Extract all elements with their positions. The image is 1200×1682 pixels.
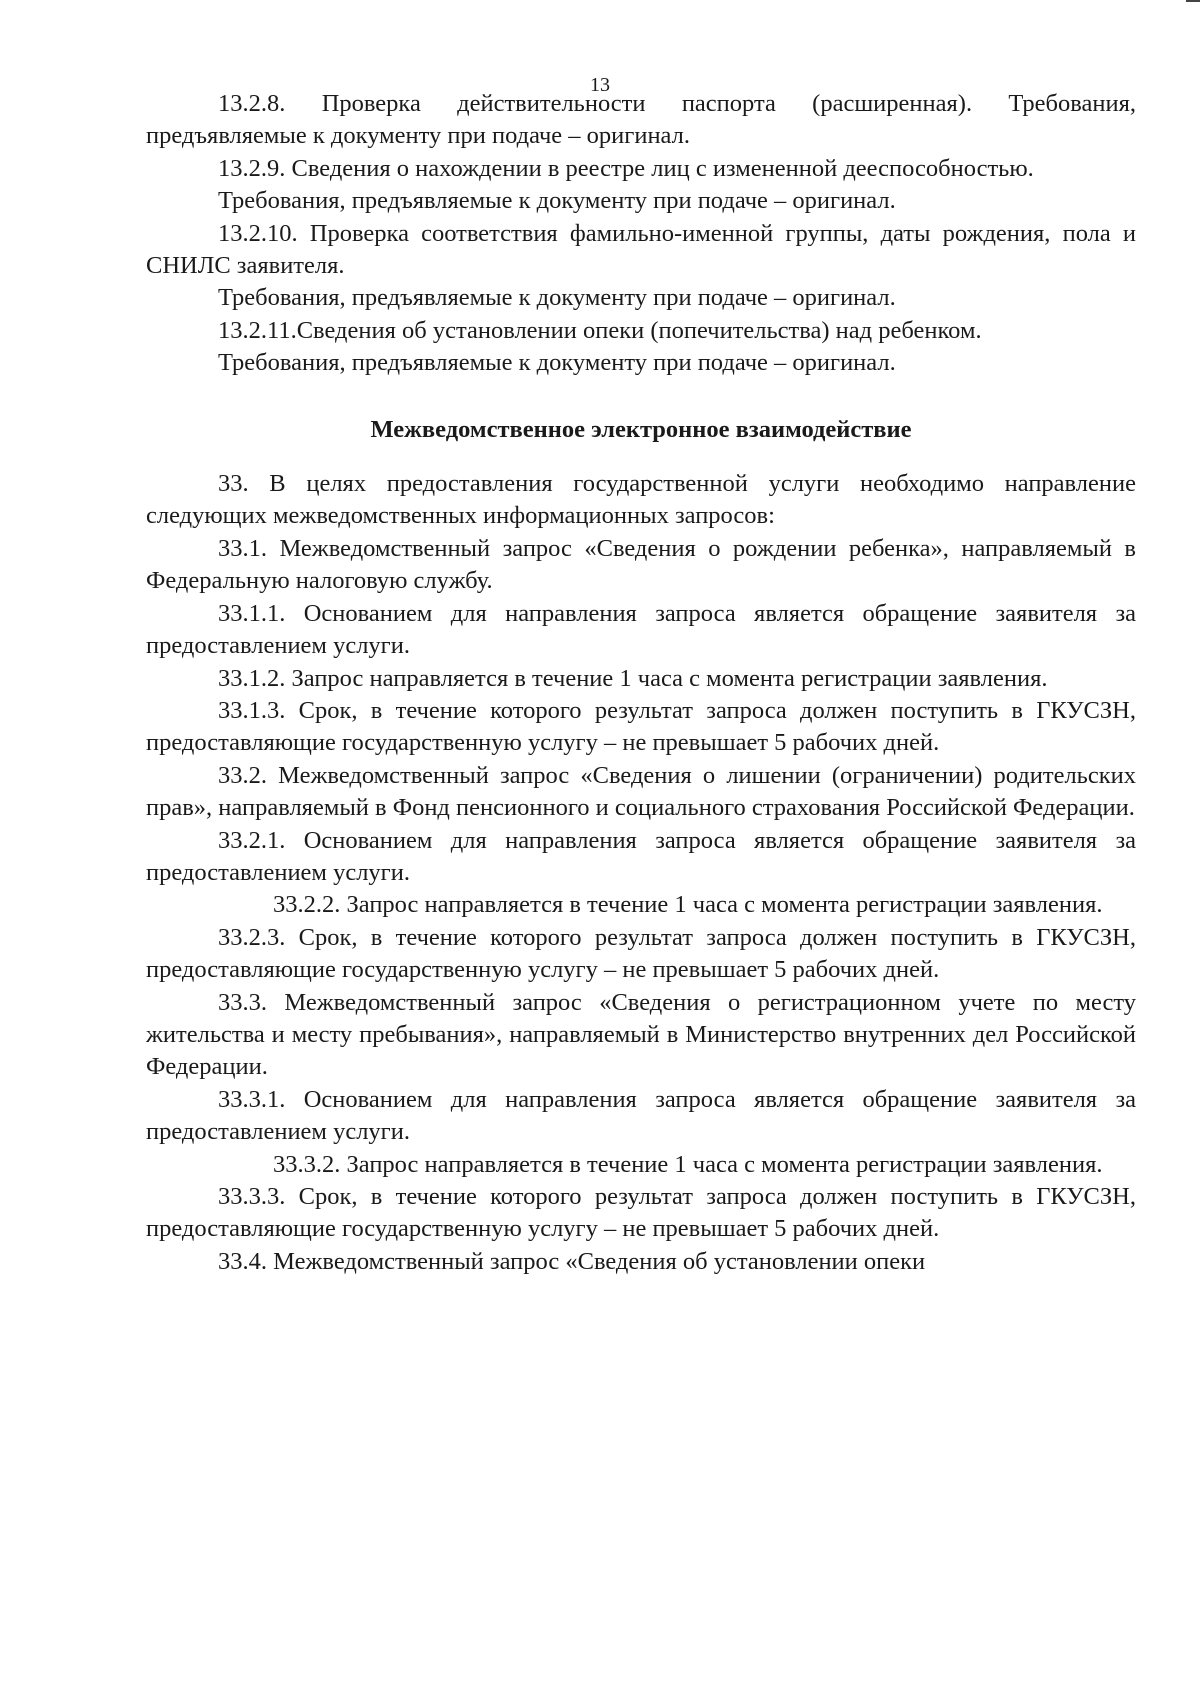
paragraph-33-2-2: 33.2.2. Запрос направляется в течение 1 часа с момента регистрации заявления. <box>273 891 1103 919</box>
paragraph-13-2-10: 13.2.10. Проверка соответствия фамильно-именной группы, даты рождения, пола и СНИЛС заявителя. <box>146 219 1136 280</box>
page-number: 13 <box>590 74 610 96</box>
paragraph-33-3-2: 33.3.2. Запрос направляется в течение 1 часа с момента регистрации заявления. <box>273 1150 1103 1178</box>
paragraph-requirements: Требования, предъявляемые к документу при подаче – оригинал. <box>218 349 896 377</box>
paragraph-33-4: 33.4. Межведомственный запрос «Сведения об установлении опеки <box>218 1247 926 1275</box>
paragraph-13-2-11: 13.2.11.Сведения об установлении опеки (попечительства) над ребенком. <box>218 316 982 344</box>
paragraph-33-2-3: 33.2.3. Срок, в течение которого результат запроса должен поступить в ГКУСЗН, предоставляющие государственную услугу – не превышает 5 рабочих дней. <box>146 923 1136 984</box>
paragraph-33: 33. В целях предоставления государственной услуги необходимо направление следующих межведомственных информационных запросов: <box>146 470 1136 530</box>
paragraph-33-1-3: 33.1.3. Срок, в течение которого результат запроса должен поступить в ГКУСЗН, предоставляющие государственную услугу – не превышает 5 рабочих дней. <box>146 696 1136 757</box>
paragraph-33-1-1: 33.1.1. Основанием для направления запроса является обращение заявителя за предоставлением услуги. <box>146 599 1136 660</box>
paragraph-13-2-8: 13.2.8. Проверка действительности паспорта (расширенная). Требования, предъявляемые к документу при подаче – оригинал. <box>146 90 1136 150</box>
section-heading: Межведомственное электронное взаимодействие <box>370 415 912 443</box>
paragraph-requirements: Требования, предъявляемые к документу при подаче – оригинал. <box>218 284 896 312</box>
paragraph-33-1-2: 33.1.2. Запрос направляется в течение 1 часа с момента регистрации заявления. <box>218 664 1048 692</box>
paragraph-33-2: 33.2. Межведомственный запрос «Сведения о лишении (ограничении) родительских прав», направляемый в Фонд пенсионного и социального страхования Российской Федерации. <box>146 761 1136 822</box>
paragraph-33-2-1: 33.2.1. Основанием для направления запроса является обращение заявителя за предоставлением услуги. <box>146 826 1136 886</box>
paragraph-33-3-3: 33.3.3. Срок, в течение которого результат запроса должен поступить в ГКУСЗН, предоставляющие государственную услугу – не превышает 5 рабочих дней. <box>146 1183 1136 1243</box>
paragraph-33-1: 33.1. Межведомственный запрос «Сведения о рождении ребенка», направляемый в Федеральную налоговую службу. <box>146 534 1136 595</box>
paragraph-33-3: 33.3. Межведомственный запрос «Сведения о регистрационном учете по месту жительства и месту пребывания», направляемый в Министерство внутренних дел Российской Федерации. <box>146 988 1136 1081</box>
scan-corner-mark <box>1186 0 1200 2</box>
paragraph-13-2-9: 13.2.9. Сведения о нахождении в реестре лиц с измененной дееспособностью. <box>218 154 1034 182</box>
paragraph-33-3-1: 33.3.1. Основанием для направления запроса является обращение заявителя за предоставлением услуги. <box>146 1085 1136 1146</box>
paragraph-requirements: Требования, предъявляемые к документу при подаче – оригинал. <box>218 187 896 215</box>
document-body <box>146 88 1136 1278</box>
